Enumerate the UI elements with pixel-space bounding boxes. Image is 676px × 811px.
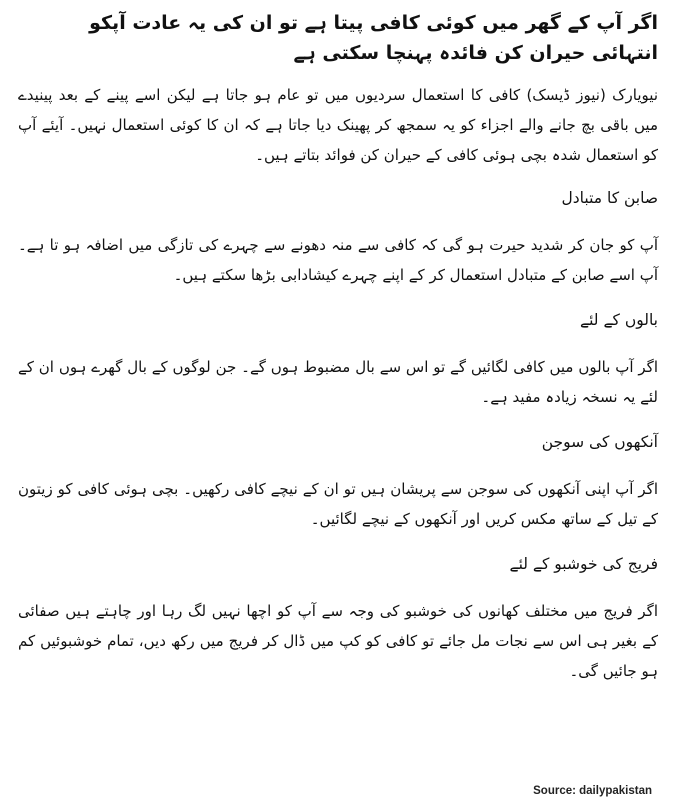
article-title: اگر آپ کے گھر میں کوئی کافی پیتا ہے تو ان کی یہ عادت آپکو انتہائی حیران کن فائدہ پہنچا سکتی ہے [89, 12, 658, 64]
section-heading-soap: صابن کا متبادل [561, 189, 658, 207]
section-body-hair: اگر آپ بالوں میں کافی لگائیں گے تو اس سے بال مضبوط ہوں گے۔ جن لوگوں کے بال گھرے ہوں ان کے لئے یہ نسخہ زیادہ مفید ہے۔ [18, 358, 658, 406]
section-heading-eyes: آنکھوں کی سوجن [541, 433, 658, 451]
section-body-eyes: اگر آپ اپنی آنکھوں کی سوجن سے پریشان ہیں تو ان کے نیچے کافی رکھیں۔ بچی ہوئی کافی کو زیتون کے تیل کے ساتھ مکس کریں اور آنکھوں کے نیچے لگائیں۔ [18, 480, 658, 528]
section-heading-hair: بالوں کے لئے [580, 311, 658, 329]
section-body-soap: آپ کو جان کر شدید حیرت ہو گی کہ کافی سے منہ دھونے سے چہرے کی تازگی میں اضافہ ہو تا ہے۔ آپ اسے صابن کے متبادل استعمال کر کے اپنے چہرے کیشادابی بڑھا سکتے ہیں۔ [18, 236, 658, 284]
section-heading-fridge: فریج کی خوشبو کے لئے [509, 555, 658, 573]
source-credit: Source: dailypakistan [533, 785, 652, 797]
section-body-fridge: اگر فریج میں مختلف کھانوں کی خوشبو کی وجہ سے آپ کو اچھا نہیں لگ رہا اور چاہتے ہیں صفائی کے بغیر ہی اس سے نجات مل جائے تو کافی کو کپ میں ڈال کر فریج میں رکھ دیں، تمام خوشبوئیں کم ہو جائیں گی۔ [18, 602, 658, 680]
intro-paragraph: نیویارک (نیوز ڈیسک) کافی کا استعمال سردیوں میں تو عام ہو جاتا ہے لیکن اسے پینے کے بعد پینیدے میں باقی بچ جانے والے اجزاء کو یہ سمجھ کر پھینک دیا جاتا ہے کہ ان کا کوئی استعمال نہیں۔ آیئے آپ کو استعمال شدہ بچی ہوئی کافی کے حیران کن فوائد بتاتے ہیں۔ [18, 86, 658, 164]
